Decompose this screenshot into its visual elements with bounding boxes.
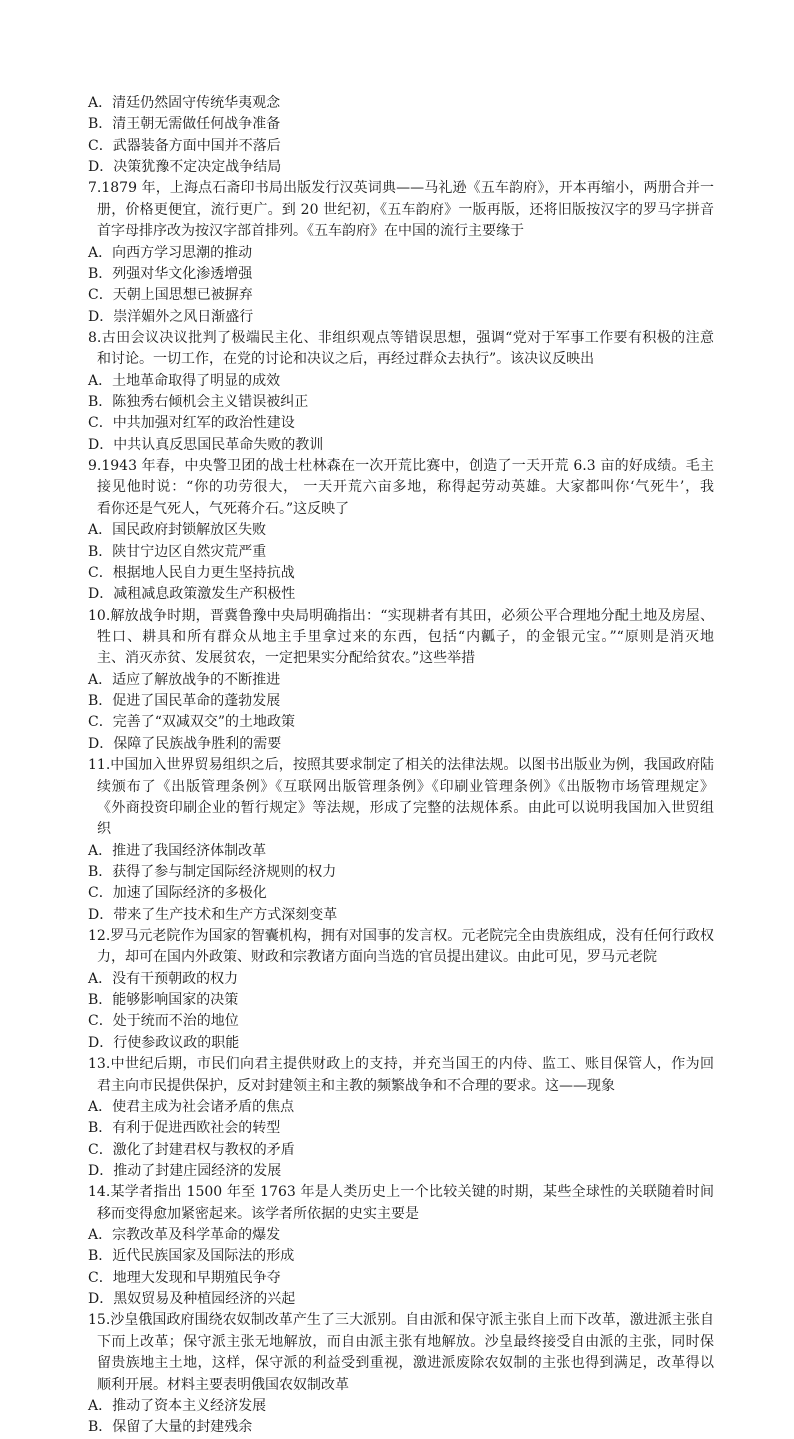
answer-option: A．使君主成为社会诸矛盾的焦点 bbox=[88, 1098, 295, 1115]
question-stem bbox=[88, 755, 714, 840]
question bbox=[88, 328, 714, 456]
answer-options bbox=[88, 93, 714, 178]
answer-option: D．崇洋媚外之风日渐盛行 bbox=[88, 308, 254, 325]
answer-option: B．获得了参与制定国际经济规则的权力 bbox=[88, 863, 337, 880]
question-stem bbox=[88, 1310, 714, 1395]
answer-option: D．带来了生产技术和生产方式深刻变革 bbox=[88, 906, 338, 923]
answer-option: A．宗教改革及科学革命的爆发 bbox=[88, 1227, 281, 1244]
question-stem bbox=[88, 606, 714, 670]
answer-option: D．决策犹豫不定决定战争结局 bbox=[88, 159, 282, 176]
question-stem bbox=[88, 178, 714, 242]
answer-option: C．天朝上国思想已被摒弃 bbox=[88, 287, 253, 304]
question bbox=[88, 926, 714, 1054]
exam-page bbox=[88, 93, 714, 1439]
answer-option: A．向西方学习思潮的推动 bbox=[88, 244, 253, 261]
answer-option: D．行使参政议政的职能 bbox=[88, 1034, 240, 1051]
stem-line: 留贵族地主土地，这样，保守派的利益受到重视，激进派废除农奴制的主张也得到满足，改革得以 bbox=[97, 1355, 714, 1372]
answer-options bbox=[88, 1396, 714, 1439]
answer-option: A．没有干预朝政的权力 bbox=[88, 970, 239, 987]
answer-option: A．清廷仍然固守传统华夷观念 bbox=[88, 95, 281, 111]
answer-option: B．列强对华文化渗透增强 bbox=[88, 265, 253, 282]
answer-option: B．促进了国民革命的蓬勃发展 bbox=[88, 693, 281, 710]
stem-line: 9.1943 年春，中央警卫团的战士杜林森在一次开荒比赛中，创造了一天开荒 6.3 亩的好成绩。毛主 bbox=[88, 458, 714, 475]
question-stem bbox=[88, 328, 714, 371]
question bbox=[88, 456, 714, 606]
answer-option: A．土地革命取得了明显的成效 bbox=[88, 372, 281, 389]
stem-line: 移而变得愈加紧密起来。该学者所依据的史实主要是 bbox=[97, 1205, 419, 1222]
stem-line: 14.某学者指出 1500 年至 1763 年是人类历史上一个比较关键的时期，某些全球性的关联随着时间 bbox=[88, 1184, 714, 1201]
question bbox=[88, 606, 714, 756]
answer-option: B．保留了大量的封建残余 bbox=[88, 1419, 253, 1436]
stem-line: 主、消灭赤贫、发展贫农，一定把果实分配给贫农。”这些举措 bbox=[97, 650, 476, 667]
answer-options bbox=[88, 371, 714, 456]
question bbox=[88, 1310, 714, 1438]
stem-line: 接见他时说：“你的功劳很大， 一天开荒六亩多地，称得起劳动英雄。大家都叫你‘气死牛’，我 bbox=[97, 479, 714, 496]
question-stem bbox=[88, 456, 714, 520]
answer-option: C．激化了封建君权与教权的矛盾 bbox=[88, 1141, 295, 1158]
question bbox=[88, 178, 714, 328]
stem-line: 顺利开展。材料主要表明俄国农奴制改革 bbox=[97, 1376, 349, 1393]
answer-options bbox=[88, 1097, 714, 1182]
stem-line: 册，价格更便宜，流行更广。到 20 世纪初，《五车韵府》一版再版，还将旧版按汉字的罗马字拼音 bbox=[97, 201, 714, 218]
answer-option: C．完善了“双减双交”的土地政策 bbox=[88, 714, 296, 731]
question bbox=[88, 1054, 714, 1182]
question bbox=[88, 755, 714, 926]
stem-line: 10.解放战争时期，晋冀鲁豫中央局明确指出：“实现耕者有其田，必须公平合理地分配土地及房屋、 bbox=[88, 607, 714, 624]
stem-line: 13.中世纪后期，市民们向君主提供财政上的支持，并充当国王的内侍、监工、账目保管人，作为回 bbox=[88, 1056, 714, 1073]
stem-line: 下而上改革；保守派主张无地解放，而自由派主张有地解放。沙皇最终接受自由派的主张，同时保 bbox=[97, 1333, 714, 1350]
answer-option: A．推进了我国经济体制改革 bbox=[88, 842, 267, 859]
answer-option: B．有利于促进西欧社会的转型 bbox=[88, 1120, 281, 1137]
answer-option: A．适应了解放战争的不断推进 bbox=[88, 671, 281, 688]
answer-options bbox=[88, 670, 714, 755]
answer-options bbox=[88, 969, 714, 1054]
question bbox=[88, 1182, 714, 1310]
stem-line: 12.罗马元老院作为国家的智囊机构，拥有对国事的发言权。元老院完全由贵族组成，没有任何行政权 bbox=[88, 928, 714, 945]
stem-line: 首字母排序改为按汉字部首排列。《五车韵府》在中国的流行主要缘于 bbox=[97, 223, 524, 240]
answer-option: C．根据地人民自力更生坚持抗战 bbox=[88, 564, 295, 581]
answer-option: B．能够影响国家的决策 bbox=[88, 992, 239, 1009]
stem-line: 8.古田会议决议批判了极端民主化、非组织观点等错误思想，强调“党对于军事工作要有积极的注意 bbox=[88, 329, 714, 346]
stem-line: 力，却可在国内外政策、财政和宗教诸方面向当选的官员提出建议。由此可见，罗马元老院 bbox=[97, 949, 657, 966]
answer-option: D．减租减息政策激发生产积极性 bbox=[88, 586, 296, 603]
stem-line: 《外商投资印刷企业的暂行规定》等法规，形成了完整的法规体系。由此可以说明我国加入世贸组 bbox=[97, 799, 714, 816]
answer-option: D．推动了封建庄园经济的发展 bbox=[88, 1162, 282, 1179]
question bbox=[88, 93, 714, 178]
answer-option: B．清王朝无需做任何战争准备 bbox=[88, 116, 281, 133]
stem-line: 续颁布了《出版管理条例》《互联网出版管理条例》《印刷业管理条例》《出版物市场管理规定》 bbox=[97, 778, 714, 795]
stem-line: 看你还是气死人，气死蒋介石。”这反映了 bbox=[97, 500, 350, 517]
answer-option: D．保障了民族战争胜利的需要 bbox=[88, 735, 282, 752]
answer-option: B．近代民族国家及国际法的形成 bbox=[88, 1248, 295, 1265]
answer-option: D．黑奴贸易及种植园经济的兴起 bbox=[88, 1291, 296, 1308]
stem-line: 织 bbox=[97, 821, 111, 838]
answer-option: B．陕甘宁边区自然灾荒严重 bbox=[88, 543, 267, 560]
answer-option: C．中共加强对红军的政治性建设 bbox=[88, 415, 295, 432]
answer-options bbox=[88, 520, 714, 605]
question-stem bbox=[88, 1054, 714, 1097]
stem-line: 11.中国加入世界贸易组织之后，按照其要求制定了相关的法律法规。以图书出版业为例，我国政府陆 bbox=[88, 757, 714, 774]
answer-options bbox=[88, 243, 714, 328]
answer-options bbox=[88, 1225, 714, 1310]
stem-line: 15.沙皇俄国政府围绕农奴制改革产生了三大派别。自由派和保守派主张自上而下改革，激进派主张自 bbox=[88, 1312, 714, 1329]
answer-option: C．武器装备方面中国并不落后 bbox=[88, 137, 281, 154]
answer-option: B．陈独秀右倾机会主义错误被纠正 bbox=[88, 394, 309, 411]
answer-options bbox=[88, 841, 714, 926]
stem-line: 牲口、耕具和所有群众从地主手里拿过来的东西，包括“内瓤子，的金银元宝。”“原则是消灭地 bbox=[97, 628, 714, 645]
answer-option: C．地理大发现和早期殖民争夺 bbox=[88, 1269, 281, 1286]
question-stem bbox=[88, 1182, 714, 1225]
answer-option: D．中共认真反思国民革命失败的教训 bbox=[88, 436, 324, 453]
question-stem bbox=[88, 926, 714, 969]
stem-line: 君主向市民提供保护，反对封建领主和主教的频繁战争和不合理的要求。这——现象 bbox=[97, 1077, 615, 1094]
answer-option: A．推动了资本主义经济发展 bbox=[88, 1397, 267, 1414]
answer-option: A．国民政府封锁解放区失败 bbox=[88, 522, 267, 539]
stem-line: 7.1879 年，上海点石斋印书局出版发行汉英词典——马礼逊《五车韵府》，开本再缩小，两册合并一 bbox=[88, 180, 714, 197]
answer-option: C．加速了国际经济的多极化 bbox=[88, 885, 267, 902]
stem-line: 和讨论。一切工作，在党的讨论和决议之后，再经过群众去执行”。该决议反映出 bbox=[97, 351, 595, 368]
answer-option: C．处于统而不治的地位 bbox=[88, 1013, 239, 1030]
